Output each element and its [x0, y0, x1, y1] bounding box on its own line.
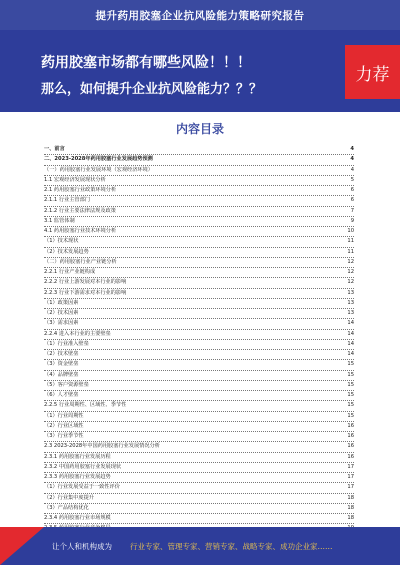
toc-entry-page: 6: [350, 197, 354, 204]
toc-title: 内容目录: [175, 122, 224, 136]
toc-entry-page: 14: [347, 351, 354, 357]
toc-entry[interactable]: [44, 309, 354, 319]
toc-entry[interactable]: [44, 494, 354, 504]
toc-entry[interactable]: [44, 504, 354, 514]
toc-entry-page: 12: [347, 269, 354, 275]
toc-entry-page: 5: [350, 176, 354, 183]
toc-entry-text: （1）行业发展受益于一致性评价: [44, 484, 120, 491]
toc-entry-page: 11: [347, 238, 354, 245]
toc-entry-text: （2）技术因素: [44, 310, 79, 316]
footer-tagline-left: 让个人和机构成为: [52, 542, 112, 551]
toc-entry-text: 2.2.4 进入本行业的主要壁垒: [44, 330, 111, 337]
toc-entry-page: 4: [350, 156, 354, 163]
toc-entry-text: （1）政策因素: [44, 299, 79, 306]
toc-entry-text: 2.3 2023-2028年中国药用胶塞行业发展情况分析: [44, 443, 160, 450]
toc-entry-page: 15: [347, 392, 354, 398]
toc-entry[interactable]: [44, 217, 354, 227]
toc-entry-text: 二、2023-2028年药用胶塞行业发展趋势预测: [44, 156, 153, 163]
toc-entry-page: 15: [347, 412, 354, 419]
toc-entry-text: 2.3.4 药用胶塞行业市场规模: [44, 515, 111, 521]
toc-entry-text: 2.2.3 行业下游需求对本行业的影响: [44, 289, 127, 296]
table-of-contents: [44, 145, 354, 535]
toc-entry-page: 13: [347, 289, 354, 296]
toc-entry-text: 2.3.1 药用胶塞行业发展历程: [44, 453, 111, 460]
toc-entry-page: 12: [347, 258, 354, 265]
toc-entry[interactable]: [44, 453, 354, 463]
toc-entry[interactable]: [44, 401, 354, 411]
toc-entry-page: 14: [347, 340, 354, 347]
toc-entry-text: （1）技术现状: [44, 238, 79, 245]
toc-entry[interactable]: [44, 278, 354, 288]
toc-entry-text: （3）资金壁垒: [44, 361, 79, 368]
toc-entry[interactable]: [44, 330, 354, 340]
toc-entry[interactable]: [44, 268, 354, 278]
toc-entry-page: 18: [347, 504, 354, 511]
toc-entry[interactable]: [44, 473, 354, 483]
toc-entry-page: 16: [347, 422, 354, 429]
toc-entry-page: 15: [347, 361, 354, 368]
toc-entry[interactable]: [44, 248, 354, 258]
toc-entry[interactable]: [44, 371, 354, 381]
toc-entry-text: （二）药用胶塞行业产业链分析: [44, 258, 117, 265]
toc-entry-page: 6: [350, 187, 354, 193]
toc-entry[interactable]: [44, 196, 354, 206]
toc-entry-text: 2.2.1 行业产业链构成: [44, 269, 96, 275]
toc-entry-text: 一、前言: [44, 146, 65, 152]
toc-entry-text: （3）需求因素: [44, 320, 79, 327]
toc-entry-text: 2.1.1 行业主管部门: [44, 197, 90, 204]
toc-entry-page: 17: [347, 463, 354, 470]
toc-entry-text: 2.2.5 行业周期性、区域性、季节性: [44, 402, 127, 409]
toc-entry[interactable]: [44, 145, 354, 155]
toc-entry[interactable]: [44, 360, 354, 370]
toc-entry-text: （2）行业集中度提升: [44, 494, 94, 501]
toc-entry-text: （1）行业准入壁垒: [44, 340, 89, 347]
toc-entry-text: （2）技术发展趋势: [44, 248, 89, 255]
banner-headline: 药用胶塞市场都有哪些风险！！！: [41, 55, 251, 71]
header-bar: [0, 0, 400, 30]
footer-accent-triangle: [0, 527, 44, 565]
toc-entry[interactable]: [44, 391, 354, 401]
toc-entry[interactable]: [44, 166, 354, 176]
toc-entry-page: 17: [347, 474, 354, 480]
toc-entry-text: 2.1.2 行业主要法律法规及政策: [44, 207, 116, 214]
toc-entry-text: 2.3.3 药用胶塞行业发展趋势: [44, 474, 111, 480]
toc-entry-page: 16: [347, 453, 354, 460]
toc-entry-text: 2.3.2 中国药用胶塞行业发展现状: [44, 463, 122, 470]
toc-entry[interactable]: [44, 422, 354, 432]
toc-entry-text: （6）人才壁垒: [44, 392, 79, 398]
toc-entry[interactable]: [44, 350, 354, 360]
toc-entry-text: 4.1 药用胶塞行业技术环境分析: [44, 228, 117, 234]
recommend-badge: [345, 45, 400, 99]
toc-entry[interactable]: [44, 258, 354, 268]
toc-entry[interactable]: [44, 319, 354, 329]
toc-entry[interactable]: [44, 289, 354, 299]
toc-entry[interactable]: [44, 514, 354, 524]
toc-entry-page: 13: [347, 310, 354, 316]
promo-banner: [0, 30, 400, 112]
toc-entry-page: 13: [347, 299, 354, 306]
toc-entry-page: 4: [350, 146, 354, 152]
toc-entry-page: 14: [347, 330, 354, 337]
toc-entry-text: （2）行业区域性: [44, 422, 84, 429]
report-title: 提升药用胶塞企业抗风险能力策略研究报告: [95, 9, 305, 22]
toc-entry[interactable]: [44, 442, 354, 452]
toc-entry-page: 9: [350, 217, 354, 224]
toc-entry-page: 16: [347, 443, 354, 450]
toc-entry[interactable]: [44, 340, 354, 350]
toc-entry-page: 15: [347, 402, 354, 409]
toc-entry[interactable]: [44, 412, 354, 422]
toc-entry-text: （2）技术壁垒: [44, 351, 79, 357]
toc-entry-text: （4）品牌壁垒: [44, 371, 79, 378]
toc-entry[interactable]: [44, 176, 354, 186]
toc-entry-text: （5）客户资源壁垒: [44, 381, 89, 388]
toc-entry-page: 17: [347, 484, 354, 491]
toc-entry-text: 1.1 宏观经济发展现状分析: [44, 176, 106, 183]
toc-entry[interactable]: [44, 483, 354, 493]
toc-entry-text: （1）行业周期性: [44, 412, 84, 419]
toc-entry-text: 3.1 监管体制: [44, 217, 75, 224]
toc-entry[interactable]: [44, 155, 354, 165]
toc-entry[interactable]: [44, 381, 354, 391]
toc-entry-text: （3）产品结构优化: [44, 504, 89, 511]
toc-entry[interactable]: [44, 463, 354, 473]
toc-entry[interactable]: [44, 186, 354, 196]
toc-entry-page: 18: [347, 494, 354, 501]
toc-entry[interactable]: [44, 227, 354, 237]
toc-entry[interactable]: [44, 432, 354, 442]
banner-subheadline: 那么，如何提升企业抗风险能力？？？: [41, 82, 263, 97]
footer-tagline-right: 行业专家、管理专家、营销专家、战略专家、成功企业家……: [130, 542, 333, 551]
toc-entry-text: 2.1 药用胶塞行业政策环境分析: [44, 187, 117, 193]
toc-entry-page: 4: [350, 166, 354, 173]
toc-entry-page: 15: [347, 371, 354, 378]
toc-entry-page: 7: [350, 207, 354, 214]
toc-entry-page: 11: [347, 248, 354, 255]
toc-entry-page: 16: [347, 433, 354, 439]
toc-entry-page: 18: [347, 515, 354, 521]
toc-entry-text: （一）药用胶塞行业发展环境（宏观经济环境）: [44, 166, 153, 173]
toc-entry[interactable]: [44, 299, 354, 309]
toc-entry[interactable]: [44, 207, 354, 217]
toc-entry-page: 15: [347, 381, 354, 388]
toc-entry-page: 10: [347, 228, 354, 234]
recommend-badge-text: 力荐: [355, 64, 390, 85]
toc-entry-page: 12: [347, 279, 354, 286]
toc-entry[interactable]: [44, 237, 354, 247]
toc-entry-text: 2.2.2 行业上游发展对本行业的影响: [44, 279, 127, 286]
toc-entry-text: （3）行业季节性: [44, 433, 84, 439]
toc-entry-page: 14: [347, 320, 354, 327]
